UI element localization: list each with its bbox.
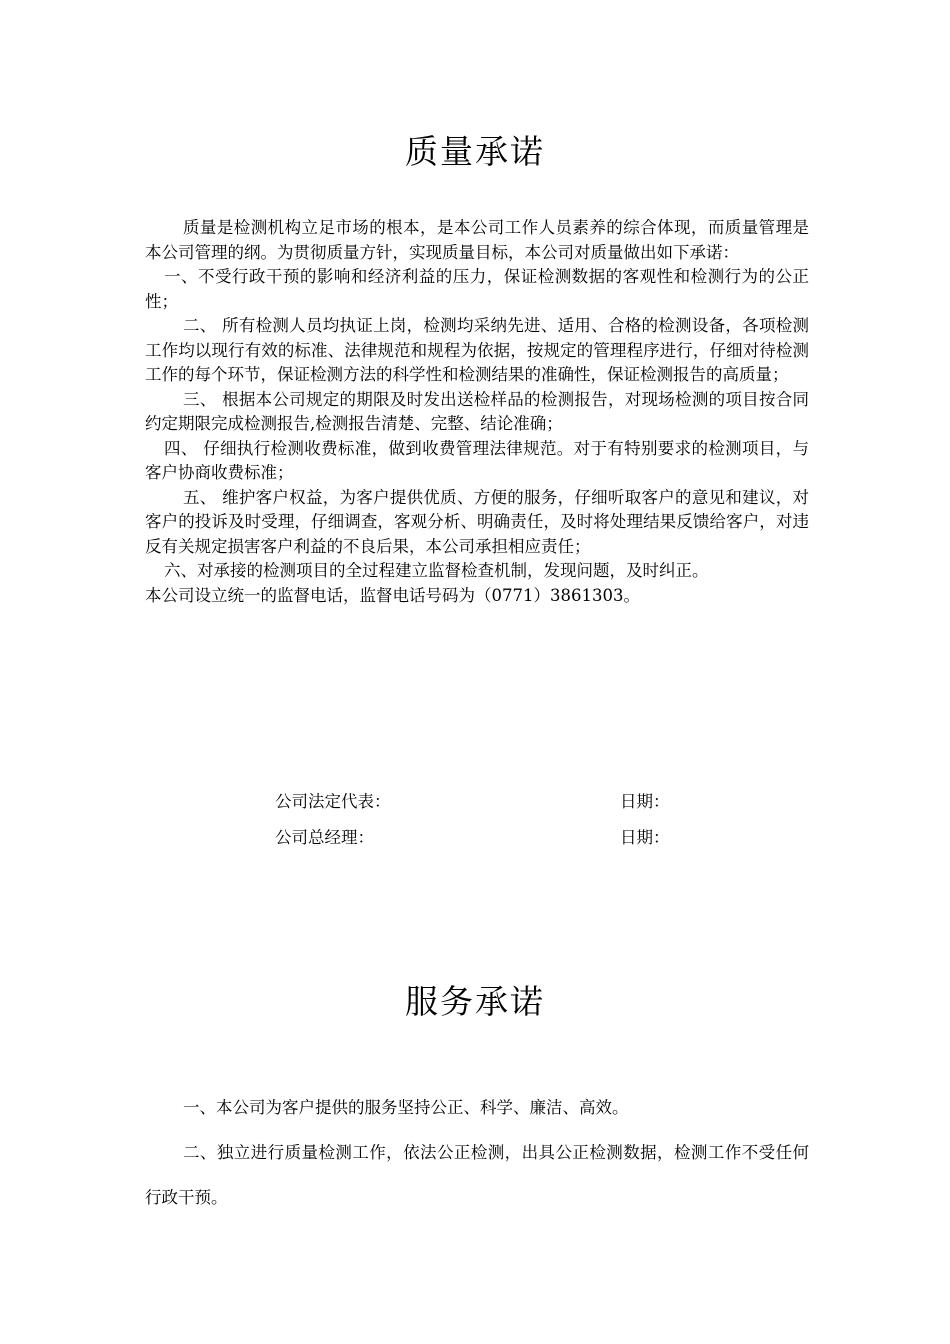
quality-commitment-title: 质量承诺 (405, 132, 545, 171)
quality-item-4: 四、 仔细执行检测收费标准，做到收费管理法律规范。对于有特别要求的检测项目，与客户协商收费标准； (145, 438, 809, 482)
quality-item-6: 六、对承接的检测项目的全过程建立监督检查机制，发现问题，及时纠正。 (164, 561, 709, 580)
legal-representative-date-label: 日期： (620, 792, 670, 811)
quality-intro-paragraph: 质量是检测机构立足市场的根本，是本公司工作人员素养的综合体现，而质量管理是本公司管理的纲。为贯彻质量方针，实现质量目标，本公司对质量做出如下承诺： (145, 218, 809, 262)
quality-item-3: 三、 根据本公司规定的期限及时发出送检样品的检测报告，对现场检测的项目按合同约定期限完成检测报告,检测报告清楚、完整、结论准确； (145, 389, 809, 433)
service-item-2: 二、独立进行质量检测工作，依法公正检测，出具公正检测数据，检测工作不受任何行政干预。 (145, 1143, 809, 1207)
quality-item-1: 一、不受行政干预的影响和经济利益的压力，保证检测数据的客观性和检测行为的公正性； (145, 267, 809, 311)
quality-item-2: 二、 所有检测人员均执证上岗，检测均采纳先进、适用、合格的检测设备，各项检测工作均以现行有效的标准、法律规范和规程为依据，按规定的管理程序进行，仔细对待检测工作的每个环节，保证检测方法的科学性和检测结果的准确性，保证检测报告的高质量； (145, 316, 809, 384)
service-commitment-title: 服务承诺 (405, 982, 545, 1021)
general-manager-date-label: 日期： (620, 828, 670, 847)
quality-commitment-body (145, 216, 809, 608)
legal-representative-label: 公司法定代表： (275, 792, 391, 811)
supervision-phone-paragraph: 本公司设立统一的监督电话，监督电话号码为（0771）3861303。 (145, 585, 640, 605)
quality-item-5: 五、 维护客户权益，为客户提供优质、方便的服务，仔细听取客户的意见和建议，对客户的投诉及时受理，仔细调查，客观分析、明确责任，及时将处理结果反馈给客户，对违反有关规定损害客户利益的不良后果，本公司承担相应责任； (145, 487, 809, 556)
service-commitment-body (145, 1085, 809, 1220)
general-manager-label: 公司总经理： (275, 828, 374, 847)
service-item-1: 一、本公司为客户提供的服务坚持公正、科学、廉洁、高效。 (183, 1098, 629, 1117)
